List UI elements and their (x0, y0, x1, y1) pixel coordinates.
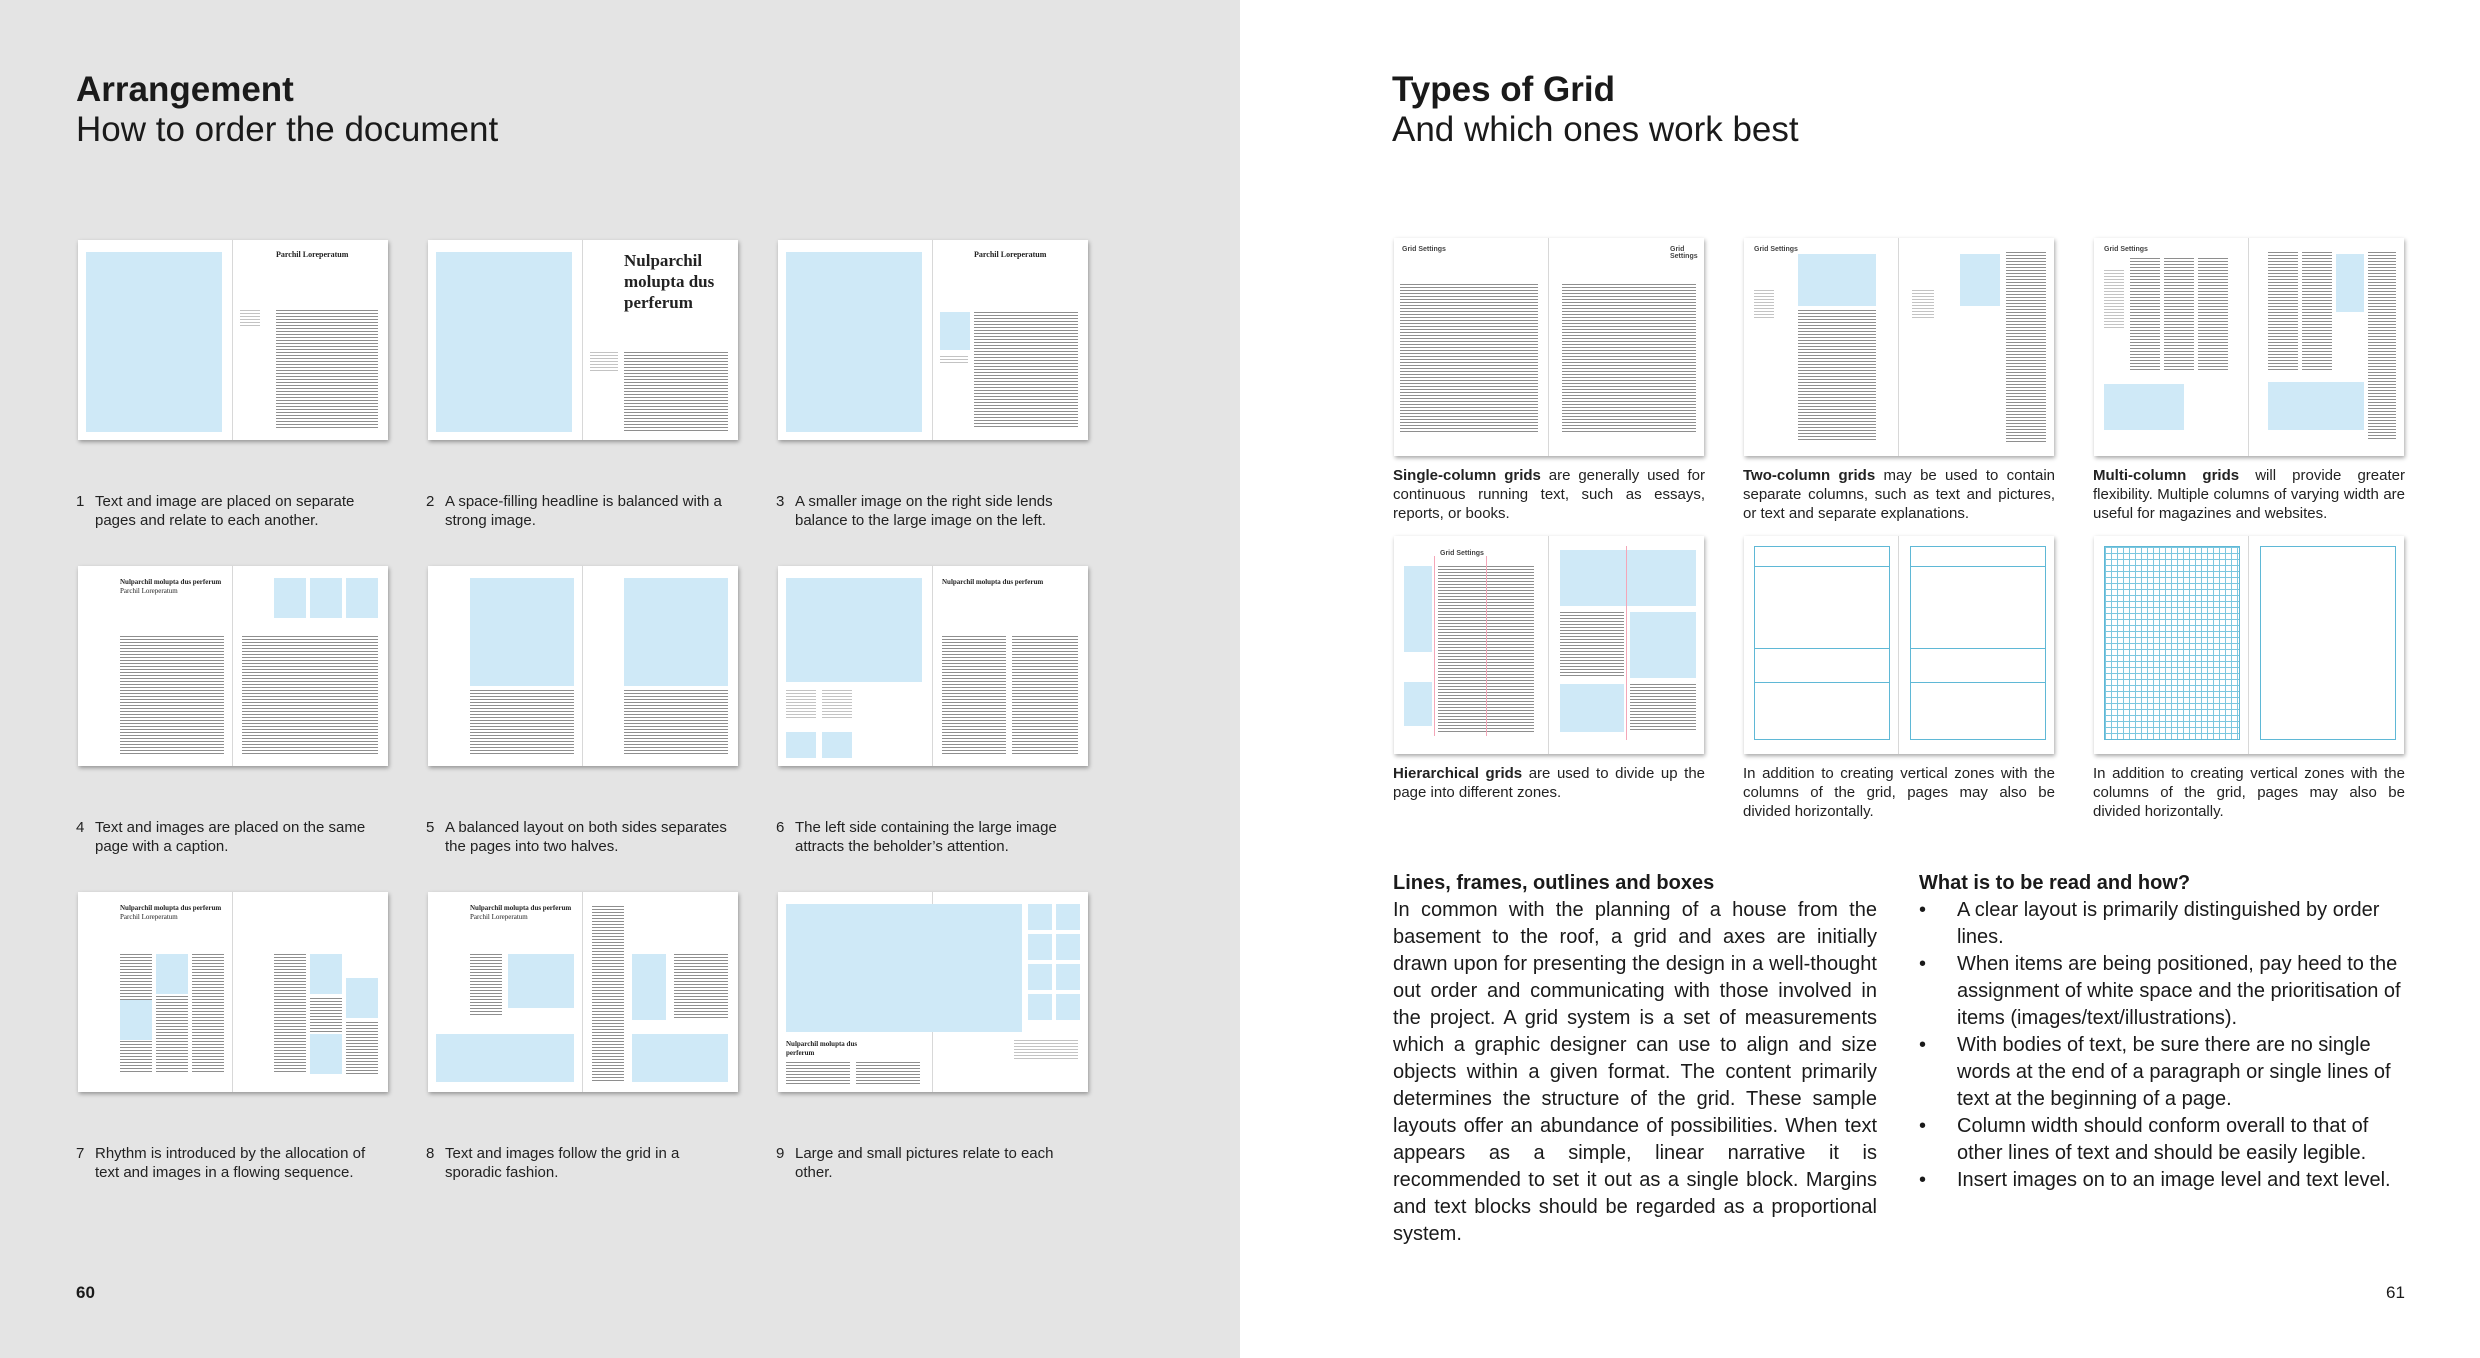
layout-thumbnail-6: Nulparchil molupta dus perferum (778, 566, 1088, 766)
caption-5: 5 A balanced layout on both sides separates the pages into two halves. (426, 819, 727, 855)
layout-thumbnail-7: Nulparchil molupta dus perferum Parchil Loreperatum (78, 892, 388, 1092)
page-title: Arrangement (76, 70, 294, 109)
grid-caption-two-column: Two-column grids may be used to contain separate columns, such as text and pictures, or text and separate explanations. (1743, 467, 2055, 522)
grid-caption-hierarchical: Hierarchical grids are used to divide up the page into different zones. (1393, 765, 1706, 801)
list-item: • Column width should conform overall to that of other lines of text and should be easily legible. (1919, 1113, 2409, 1167)
layout-thumbnail-8: Nulparchil molupta dus perferum Parchil Loreperatum (428, 892, 738, 1092)
bullet-list (1919, 897, 2409, 1194)
list-item: • A clear layout is primarily distinguished by order lines. (1919, 897, 2409, 951)
layout-thumbnail-4: Nulparchil molupta dus perferum Parchil Loreperatum (78, 566, 388, 766)
page-number: 60 (76, 1283, 95, 1302)
grid-caption-multi-column: Multi-column grids will provide greater flexibility. Multiple columns of varying width are useful for magazines and websites. (2093, 467, 2405, 522)
list-item: • Insert images on to an image level and text level. (1919, 1167, 2409, 1194)
caption-7: 7 Rhythm is introduced by the allocation of text and images in a flowing sequence. (76, 1145, 366, 1181)
right-page-heading (1392, 70, 1799, 150)
layout-thumbnail-2: Nulparchil molupta dus perferum (428, 240, 738, 440)
grid-caption-horizontal-b: In addition to creating vertical zones with the columns of the grid, pages may also be divided horizontally. (2093, 765, 2405, 820)
section-heading: What is to be read and how? (1919, 872, 2191, 894)
layout-thumbnail-1: Parchil Loreperatum (78, 240, 388, 440)
caption-8: 8 Text and images follow the grid in a sporadic fashion. (426, 1145, 680, 1181)
page-title: Types of Grid (1392, 70, 1615, 109)
list-item: • When items are being positioned, pay heed to the assignment of white space and the prioritisation of items (images/text/illustrations). (1919, 951, 2409, 1032)
grid-caption-horizontal-a: In addition to creating vertical zones with the columns of the grid, pages may also be divided horizontally. (1743, 765, 2055, 820)
horizontal-grid-thumbnail-a (1744, 536, 2054, 754)
page-number: 61 (2386, 1283, 2405, 1302)
two-column-grid-thumbnail: Grid Settings (1744, 238, 2054, 456)
list-item: • With bodies of text, be sure there are no single words at the end of a paragraph or single lines of text at the beginning of a page. (1919, 1032, 2409, 1113)
right-page (1240, 0, 2480, 1358)
page-subtitle: And which ones work best (1392, 110, 1799, 149)
layout-thumbnail-3: Parchil Loreperatum (778, 240, 1088, 440)
layout-thumbnail-5 (428, 566, 738, 766)
reading-section (1919, 870, 2409, 1194)
caption-4: 4 Text and images are placed on the same page with a caption. (76, 819, 366, 855)
lines-frames-section (1393, 870, 1877, 1248)
section-heading: Lines, frames, outlines and boxes (1393, 872, 1715, 894)
page-subtitle: How to order the document (76, 110, 499, 149)
caption-2: 2 A space-filling headline is balanced with a strong image. (426, 493, 722, 529)
multi-column-grid-thumbnail: Grid Settings (2094, 238, 2404, 456)
hierarchical-grid-thumbnail: Grid Settings (1394, 536, 1704, 754)
section-body: In common with the planning of a house from the basement to the roof, a grid and axes are initially drawn upon for presenting the design in a well-thought out order and communicating with those involved in the project. A grid system is a set of measurements which a graphic designer can use to align and size objects within a given format. The content primarily determines the structure of the grid. These sample layouts offer an abundance of possibilities. When text appears as a simple, linear narrative it is recommended to set it out as a single block. Margins and text blocks should be regarded as a proportional system. (1393, 899, 1877, 1245)
grid-caption-single-column: Single-column grids are generally used for continuous running text, such as essays, reports, or books. (1393, 467, 1705, 522)
caption-6: 6 The left side containing the large image attracts the beholder’s attention. (776, 819, 1057, 855)
caption-3: 3 A smaller image on the right side lends balance to the large image on the left. (776, 493, 1053, 529)
horizontal-grid-thumbnail-b (2094, 536, 2404, 754)
layout-thumbnail-9: Nulparchil molupta dus perferum (778, 892, 1088, 1092)
single-column-grid-thumbnail: Grid Settings Grid Settings (1394, 238, 1704, 456)
caption-9: 9 Large and small pictures relate to each other. (776, 1145, 1054, 1181)
caption-1: 1 Text and image are placed on separate pages and relate to each another. (76, 493, 355, 529)
left-page-heading (76, 70, 498, 150)
